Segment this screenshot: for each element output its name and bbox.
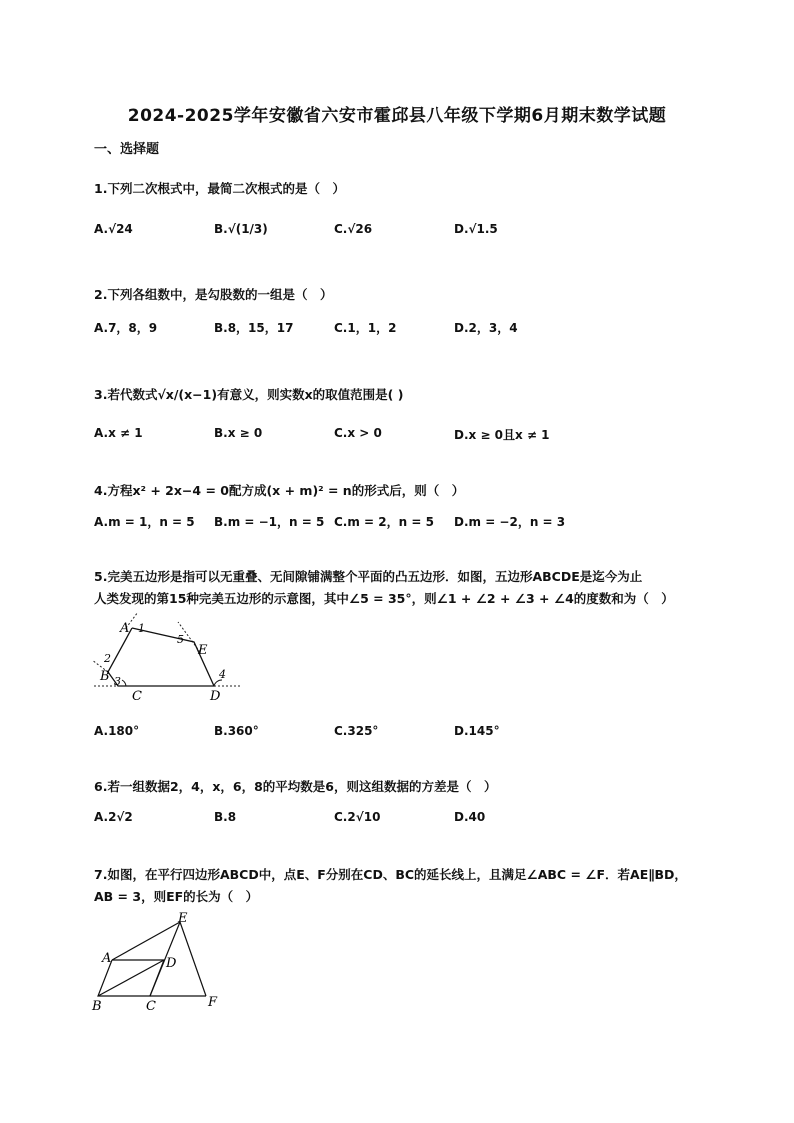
pentagon-figure — [90, 610, 250, 705]
question-stem-line-1: 5.完美五边形是指可以无重叠、无间隙铺满整个平面的凸五边形．如图，五边形ABCDE是迄今为止 — [94, 569, 643, 584]
option-d: D.√1.5 — [454, 222, 498, 236]
question-stem-line-2: 人类发现的第15种完美五边形的示意图，其中∠5 = 35°，则∠1 + ∠2 + ∠3 + ∠4的度数和为（ ） — [94, 591, 674, 606]
option-a: A.√24 — [94, 222, 133, 236]
label-a: A — [120, 621, 130, 636]
option-b: B.m = −1，n = 5 — [214, 515, 325, 529]
label-d: D — [166, 956, 177, 971]
option-d: D.40 — [454, 810, 486, 824]
question-stem-line-2: AB = 3，则EF的长为（ ） — [94, 889, 259, 904]
question-stem: 1.下列二次根式中，最简二次根式的是（ ） — [94, 181, 345, 196]
option-a: A.x ≠ 1 — [94, 426, 143, 440]
label-1: 1 — [138, 622, 145, 635]
option-c: C.2√10 — [334, 810, 381, 824]
segment-ef — [180, 922, 206, 996]
label-b: B — [100, 669, 110, 684]
option-c: C.x > 0 — [334, 426, 382, 440]
label-e: E — [178, 912, 188, 926]
option-b: B.8，15，17 — [214, 321, 294, 335]
question-stem-line-1: 7.如图，在平行四边形ABCD中，点E、F分别在CD、BC的延长线上，且满足∠ABC = ∠F．若AE∥BD， — [94, 867, 687, 882]
option-d: D.x ≥ 0且x ≠ 1 — [454, 428, 550, 442]
parallelogram-figure — [88, 912, 228, 1016]
option-d: D.2，3，4 — [454, 321, 518, 335]
label-a: A — [102, 951, 112, 966]
label-3: 3 — [114, 675, 121, 688]
question-stem: 4.方程x² + 2x−4 = 0配方成(x + m)² = n的形式后，则（ ） — [94, 483, 465, 498]
option-d: D.145° — [454, 724, 500, 738]
option-b: B.8 — [214, 810, 237, 824]
label-4: 4 — [219, 668, 226, 681]
option-a: A.180° — [94, 724, 140, 738]
label-c: C — [146, 999, 156, 1014]
label-c: C — [132, 689, 142, 704]
option-c: C.√26 — [334, 222, 373, 236]
label-b: B — [92, 999, 102, 1014]
label-e: E — [198, 643, 208, 658]
option-d: D.m = −2，n = 3 — [454, 515, 566, 529]
label-2: 2 — [104, 652, 111, 665]
label-f: F — [208, 995, 218, 1010]
question-stem: 6.若一组数据2，4，x，6，8的平均数是6，则这组数据的方差是（ ） — [94, 779, 497, 794]
label-d: D — [210, 689, 221, 704]
option-a: A.m = 1，n = 5 — [94, 515, 195, 529]
section-title: 一、选择题 — [94, 142, 160, 157]
question-stem: 2.下列各组数中，是勾股数的一组是（ ） — [94, 287, 333, 302]
question-stem: 3.若代数式√x/(x−1)有意义，则实数x的取值范围是( ) — [94, 387, 404, 402]
label-5: 5 — [177, 633, 184, 646]
option-b: B.x ≥ 0 — [214, 426, 263, 440]
option-a: A.2√2 — [94, 810, 133, 824]
option-b: B.√(1/3) — [214, 222, 268, 236]
angle-arc-3 — [122, 680, 126, 686]
option-c: C.1，1，2 — [334, 321, 397, 335]
option-a: A.7，8，9 — [94, 321, 158, 335]
option-c: C.m = 2，n = 5 — [334, 515, 434, 529]
option-c: C.325° — [334, 724, 379, 738]
option-b: B.360° — [214, 724, 259, 738]
page-title: 2024-2025学年安徽省六安市霍邱县八年级下学期6月期末数学试题 — [127, 106, 667, 126]
segment-ae — [112, 922, 180, 960]
